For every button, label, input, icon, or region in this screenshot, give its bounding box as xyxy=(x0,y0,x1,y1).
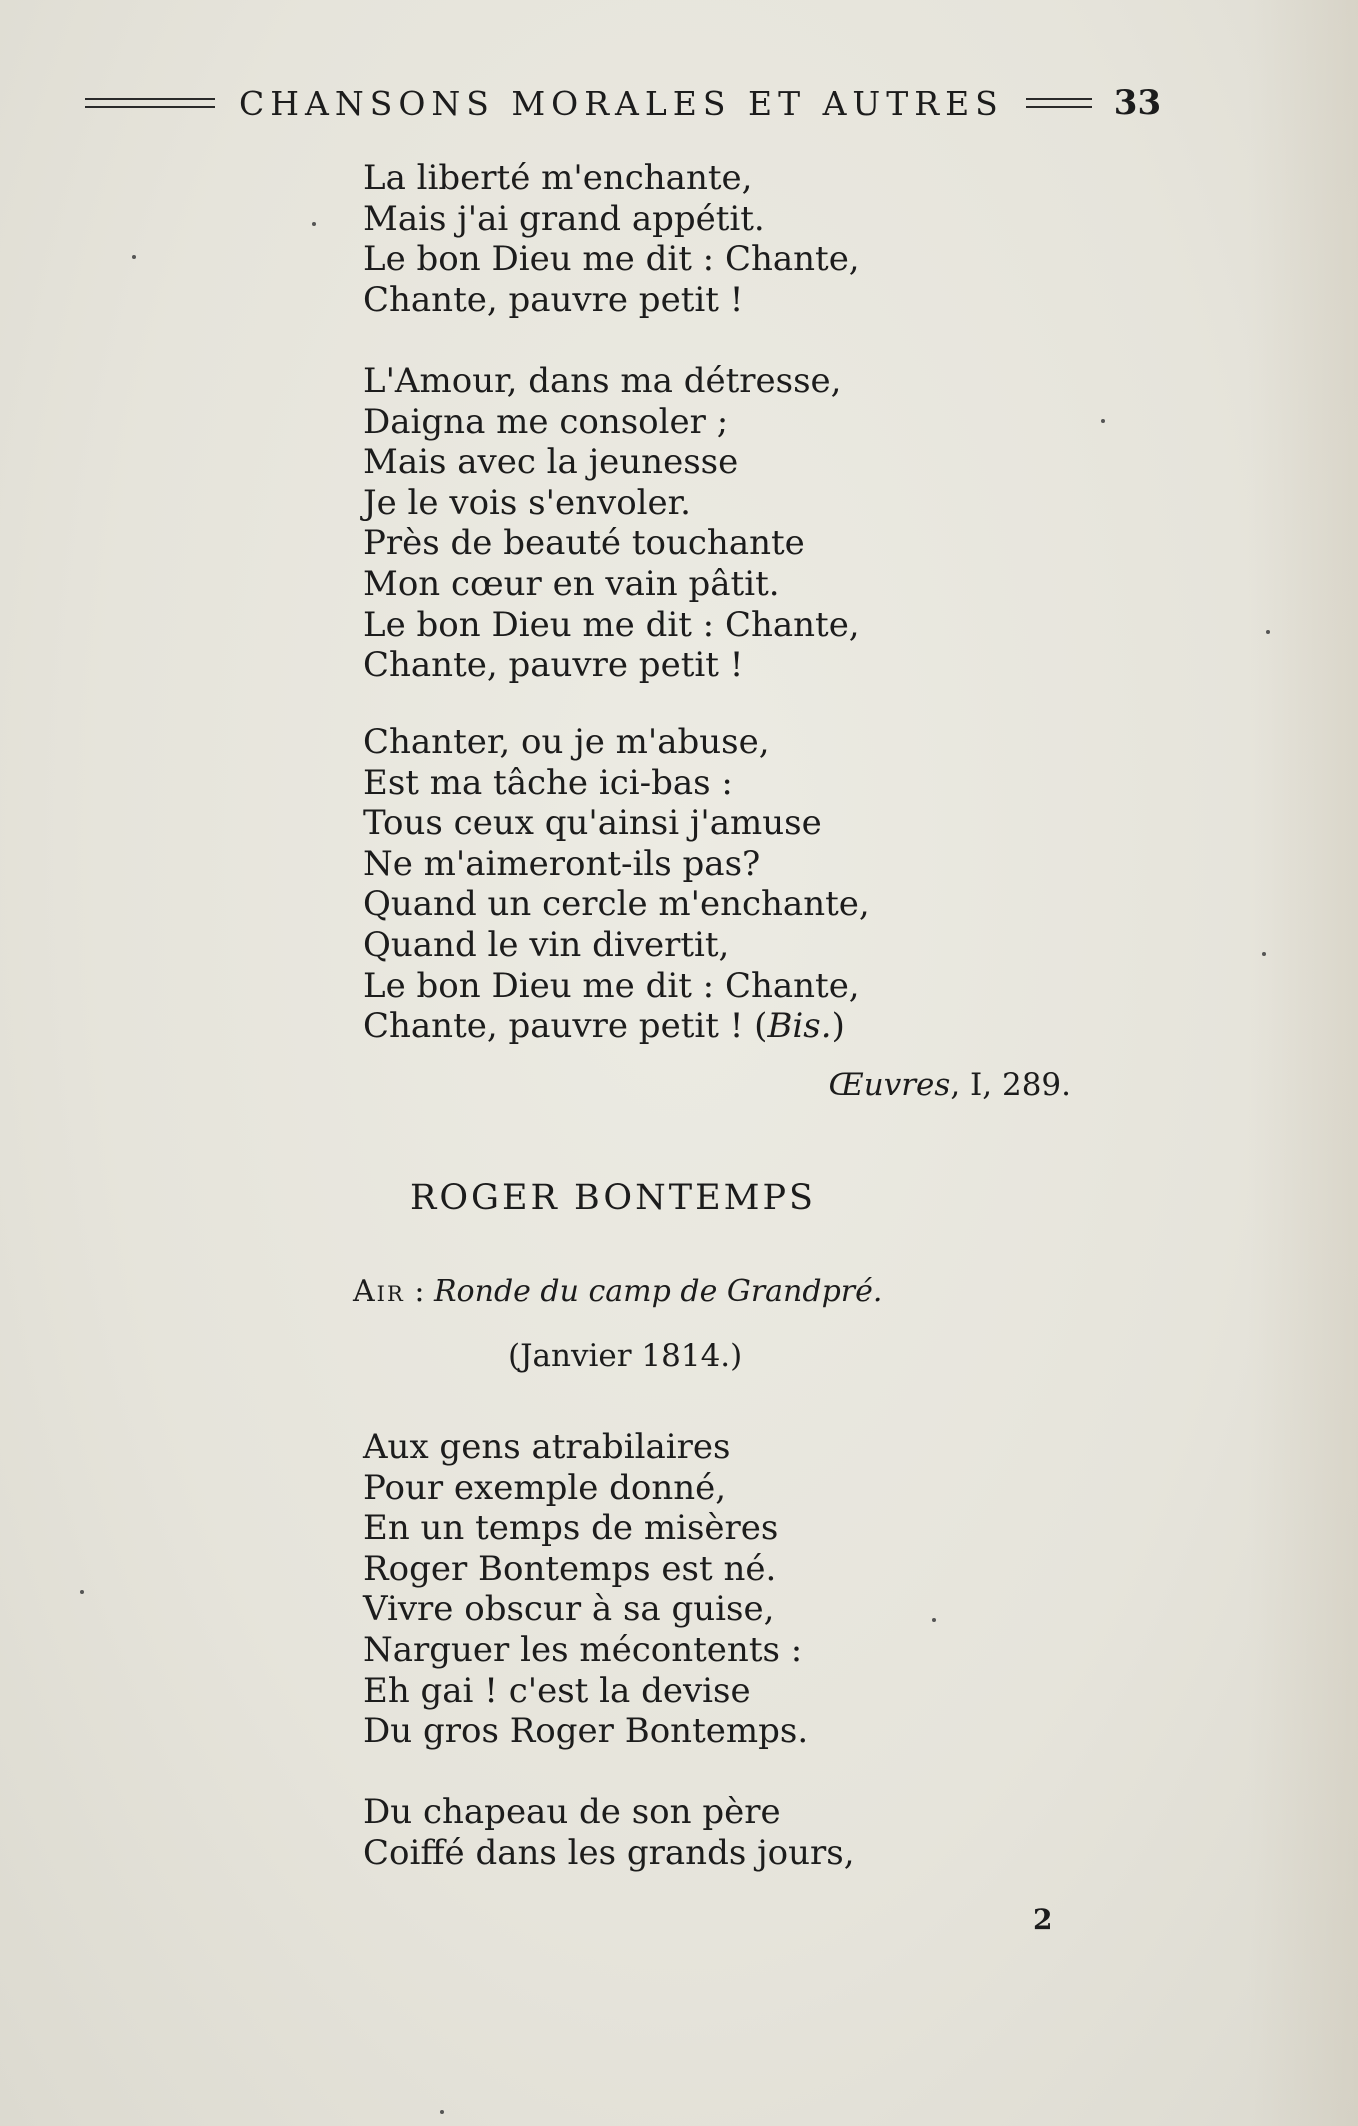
verse-line-refrain xyxy=(363,1006,870,1047)
verse-line: Vivre obscur à sa guise, xyxy=(363,1589,775,1630)
header-rule-right xyxy=(1026,98,1092,108)
air-label: Air xyxy=(353,1274,405,1309)
stanza-1 xyxy=(363,158,860,320)
verse-line: Mais avec la jeunesse xyxy=(363,442,739,483)
header-title: CHANSONS MORALES ET AUTRES xyxy=(239,83,1004,123)
verse-line: Chante, pauvre petit ! xyxy=(363,279,744,320)
source-ref: , I, 289. xyxy=(950,1067,1071,1103)
verse-line: Le bon Dieu me dit : Chante, xyxy=(363,604,860,645)
paper-speck xyxy=(1262,952,1266,956)
stanza-3 xyxy=(363,722,870,1047)
source-work: Œuvres xyxy=(828,1067,951,1103)
poem-title: ROGER BONTEMPS xyxy=(410,1178,816,1218)
verse-line: Mais j'ai grand appétit. xyxy=(363,198,765,239)
poem-date: (Janvier 1814.) xyxy=(508,1338,743,1374)
paper-speck xyxy=(132,255,136,259)
source-citation xyxy=(700,1067,1071,1103)
paper-speck xyxy=(1101,419,1105,423)
verse-line: Le bon Dieu me dit : Chante, xyxy=(363,965,860,1006)
stanza-2 xyxy=(363,361,860,686)
verse-line: Quand un cercle m'enchante, xyxy=(363,884,870,925)
verse-line: Quand le vin divertit, xyxy=(363,924,730,965)
verse-line: Chanter, ou je m'abuse, xyxy=(363,722,770,762)
verse-line: Mon cœur en vain pâtit. xyxy=(363,563,780,604)
page-edge-shadow xyxy=(1248,0,1358,2126)
poem2-stanza-1 xyxy=(363,1427,808,1752)
paper-speck xyxy=(440,2110,444,2114)
air-indication xyxy=(353,1274,882,1309)
verse-line: Je le vois s'envoler. xyxy=(363,482,691,523)
paper-speck xyxy=(1266,630,1270,634)
running-header xyxy=(85,78,1190,128)
verse-line: Le bon Dieu me dit : Chante, xyxy=(363,239,860,280)
header-rule-left xyxy=(85,98,215,108)
signature-mark: 2 xyxy=(1033,1903,1053,1936)
paper-speck xyxy=(932,1618,936,1622)
air-tune: Ronde du camp de Grandpré. xyxy=(433,1274,883,1309)
refrain-text: Chante, pauvre petit ! ( xyxy=(363,1006,768,1047)
verse-line: Pour exemple donné, xyxy=(363,1467,727,1508)
verse-line: Coiffé dans les grands jours, xyxy=(363,1832,855,1873)
verse-line: Du chapeau de son père xyxy=(363,1792,781,1832)
verse-line: Ne m'aimeront-ils pas? xyxy=(363,843,761,884)
refrain-close: ) xyxy=(831,1006,845,1047)
verse-line: Daigna me consoler ; xyxy=(363,401,729,442)
verse-line: Près de beauté touchante xyxy=(363,523,805,564)
verse-line: Aux gens atrabilaires xyxy=(363,1427,731,1467)
verse-line: Chante, pauvre petit ! xyxy=(363,645,744,686)
air-separator: : xyxy=(404,1274,434,1309)
verse-line: Du gros Roger Bontemps. xyxy=(363,1711,809,1752)
paper-speck xyxy=(80,1590,84,1594)
verse-line: La liberté m'enchante, xyxy=(363,158,753,198)
verse-line: L'Amour, dans ma détresse, xyxy=(363,361,842,401)
verse-line: Roger Bontemps est né. xyxy=(363,1548,777,1589)
poem2-stanza-2 xyxy=(363,1792,855,1873)
paper-speck xyxy=(312,222,316,226)
verse-line: Eh gai ! c'est la devise xyxy=(363,1670,751,1711)
verse-line: Est ma tâche ici-bas : xyxy=(363,762,733,803)
page-number: 33 xyxy=(1113,83,1162,123)
verse-line: Narguer les mécontents : xyxy=(363,1629,803,1670)
verse-line: En un temps de misères xyxy=(363,1508,779,1549)
bis-marker: Bis. xyxy=(767,1006,832,1047)
verse-line: Tous ceux qu'ainsi j'amuse xyxy=(363,803,822,844)
